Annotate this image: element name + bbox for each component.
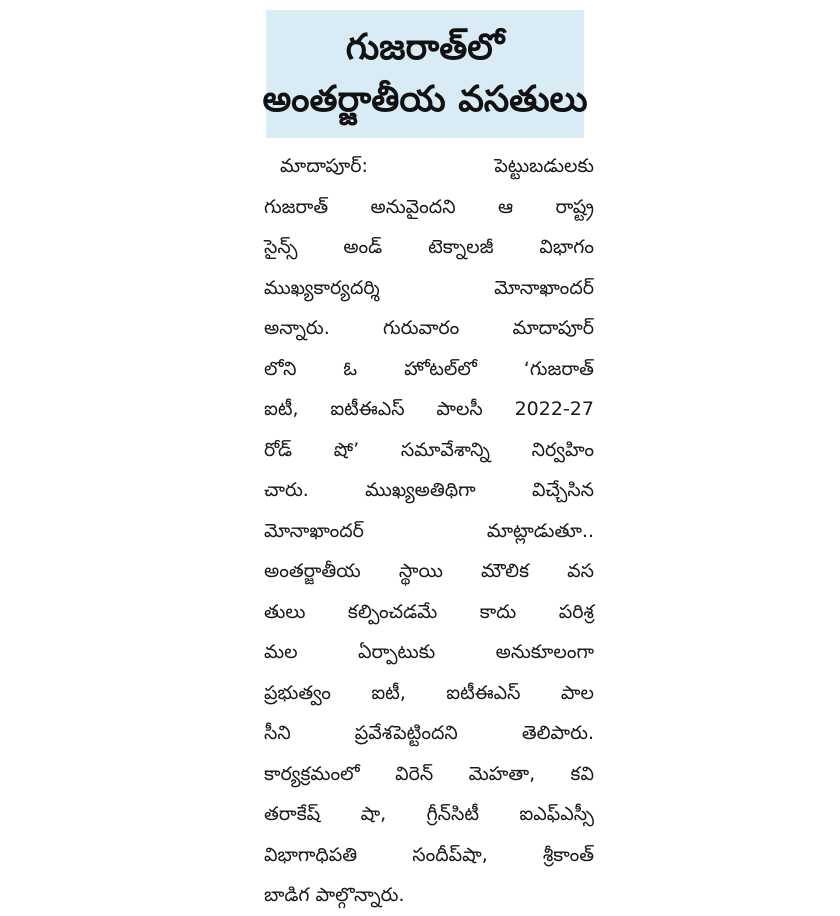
article-line: తరాకేష్ షా, గ్రీన్‌సిటీ ఐఎఫ్ఎస్సీ — [264, 803, 594, 825]
headline-line-1: గుజరాత్‌లో — [345, 27, 505, 68]
article-line: అన్నారు. గురువారం మాదాపూర్ — [264, 317, 594, 339]
article-line: తులు కల్పించడమే కాదు పరిశ్ర — [264, 600, 594, 623]
article-line: సైన్స్ అండ్ టెక్నాలజీ విభాగం — [264, 236, 594, 258]
article-line: సీని ప్రవేశపెట్టిందని తెలిపారు. — [264, 722, 594, 744]
article-line: అంతర్జాతీయ స్థాయి మౌలిక వస — [264, 560, 594, 582]
article-line: ప్రభుత్వం ఐటీ, ఐటీఈఎస్ పాల — [264, 681, 594, 704]
article-line: లోని ఓ హోటల్‌లో ‘గుజరాత్ — [264, 357, 594, 380]
headline-box — [262, 10, 588, 138]
article-line: కార్యక్రమంలో విరెన్ మెహతా, కవి — [264, 762, 594, 785]
article-line: ముఖ్యకార్యదర్శి మోనాఖాందర్ — [264, 276, 594, 299]
article-line: విభాగాధిపతి సందీప్‌షా, శ్రీకాంత్ — [264, 843, 594, 866]
article-line: గుజరాత్ అనువైందని ఆ రాష్ట్ర — [264, 195, 594, 218]
article-line: బాడిగ పాల్గొన్నారు. — [264, 884, 405, 906]
article-line: మల ఏర్పాటుకు అనుకూలంగా — [264, 641, 594, 663]
article-line: మాదాపూర్: పెట్టుబడులకు — [280, 155, 594, 177]
article-line: మోనాఖాందర్ మాట్లాడుతూ.. — [264, 519, 594, 542]
headline-line-2: అంతర్జాతీయ వసతులు — [262, 79, 588, 120]
article-line: చారు. ముఖ్యఅతిథిగా విచ్చేసిన — [264, 479, 594, 501]
news-clipping — [258, 6, 598, 906]
article-line: ఐటీ, ఐటీఈఎస్ పాలసీ 2022-27 — [264, 398, 594, 420]
article-body — [258, 146, 598, 916]
article-line: రోడ్ షో’ సమావేశాన్ని నిర్వహిం — [264, 438, 594, 461]
